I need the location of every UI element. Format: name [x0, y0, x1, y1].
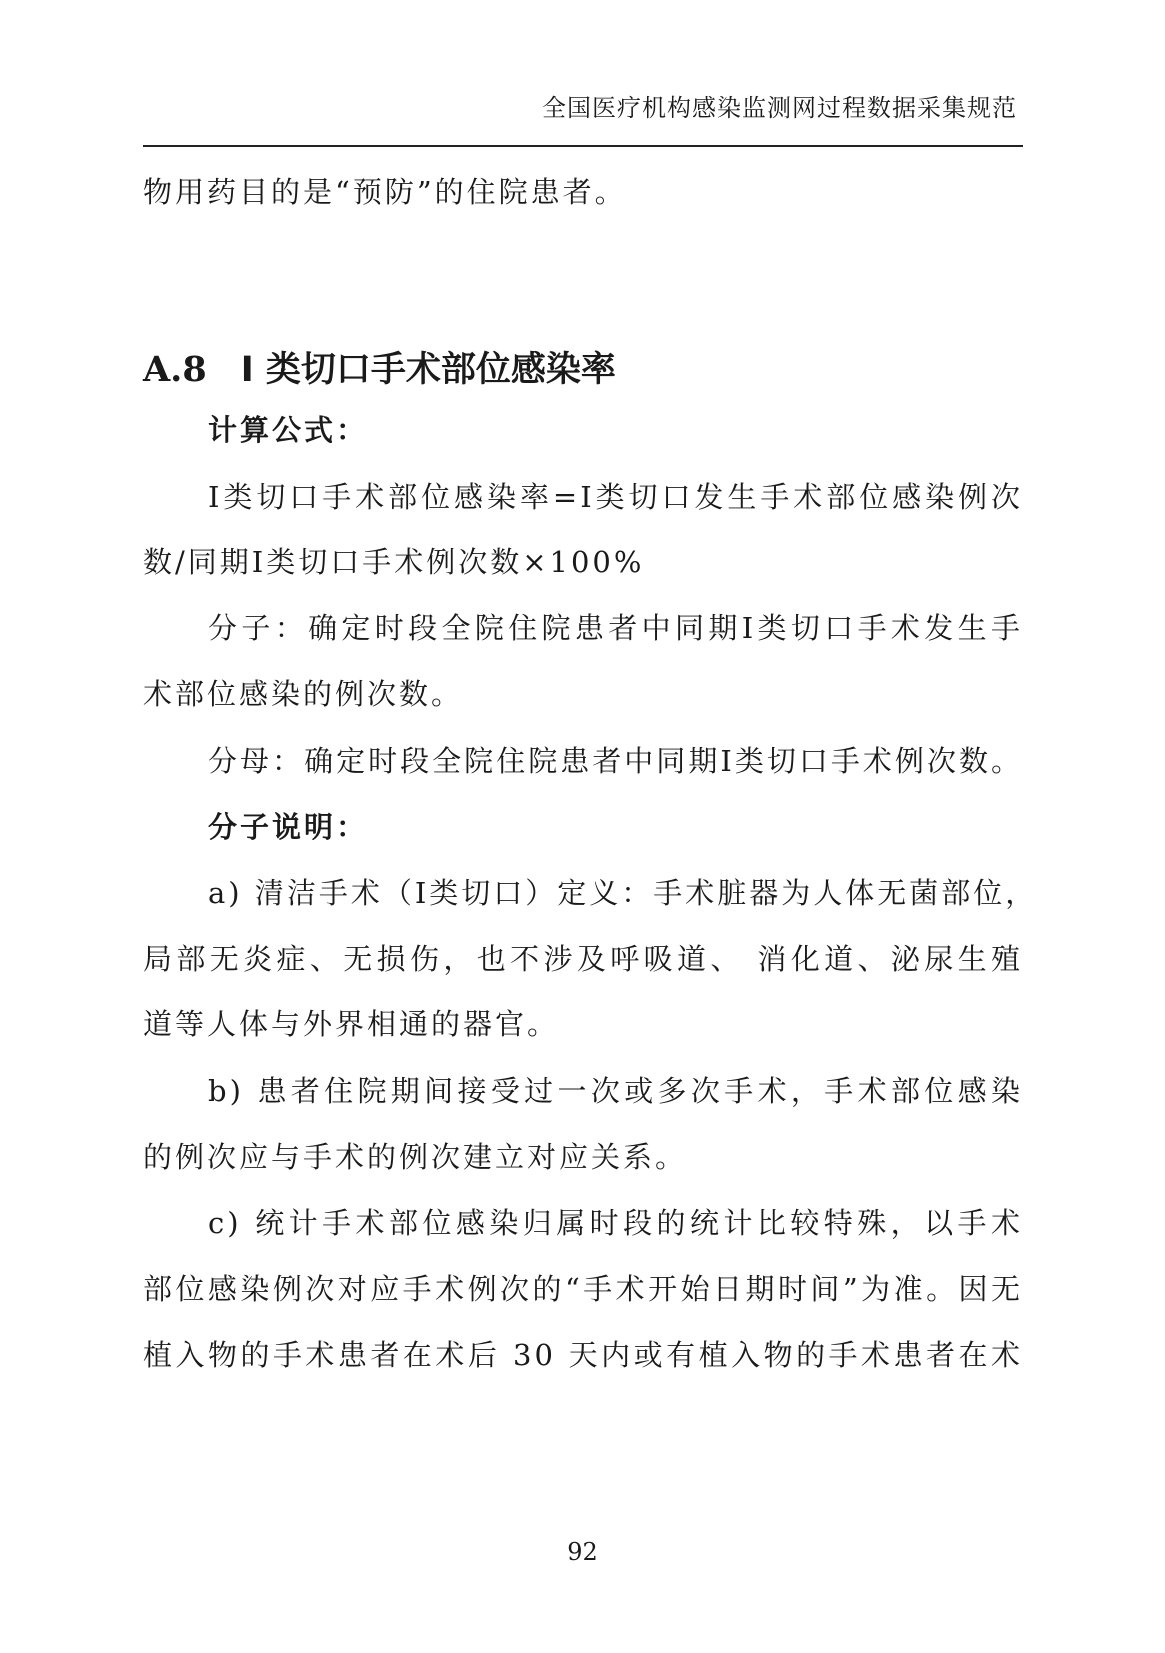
section-title: I 类切口手术部位感染率 [240, 350, 616, 390]
note-a-line-1: a) 清洁手术（I类切口）定义：手术脏器为人体无菌部位， [208, 876, 1038, 910]
numerator-notes-label: 分子说明： [208, 810, 369, 844]
denominator-line: 分母：确定时段全院住院患者中同期I类切口手术例次数。 [208, 744, 1023, 778]
section-heading [143, 346, 616, 394]
note-c-line-3: 植入物的手术患者在术后 30 天内或有植入物的手术患者在术 [143, 1338, 1023, 1372]
note-a-line-3: 道等人体与外界相通的器官。 [143, 1007, 560, 1041]
formula-line-1: I类切口手术部位感染率=I类切口发生手术部位感染例次 [208, 480, 1023, 514]
continuation-text: 物用药目的是“预防”的住院患者。 [143, 175, 627, 209]
note-c-line-2: 部位感染例次对应手术例次的“手术开始日期时间”为准。因无 [143, 1272, 1023, 1306]
note-c-line-1: c) 统计手术部位感染归属时段的统计比较特殊，以手术 [208, 1206, 1023, 1240]
header-divider [143, 145, 1023, 147]
section-number: A.8 [143, 349, 207, 390]
numerator-line-2: 术部位感染的例次数。 [143, 677, 464, 711]
note-b-line-1: b) 患者住院期间接受过一次或多次手术，手术部位感染 [208, 1074, 1023, 1108]
numerator-line-1: 分子：确定时段全院住院患者中同期I类切口手术发生手 [208, 611, 1023, 645]
note-a-line-2: 局部无炎症、无损伤，也不涉及呼吸道、 消化道、泌尿生殖 [143, 942, 1023, 976]
running-header-title: 全国医疗机构感染监测网过程数据采集规范 [542, 94, 1017, 122]
note-b-line-2: 的例次应与手术的例次建立对应关系。 [143, 1140, 688, 1174]
formula-line-2: 数/同期I类切口手术例次数×100% [143, 545, 645, 579]
formula-label: 计算公式： [208, 413, 369, 447]
page-number: 92 [567, 1538, 598, 1566]
